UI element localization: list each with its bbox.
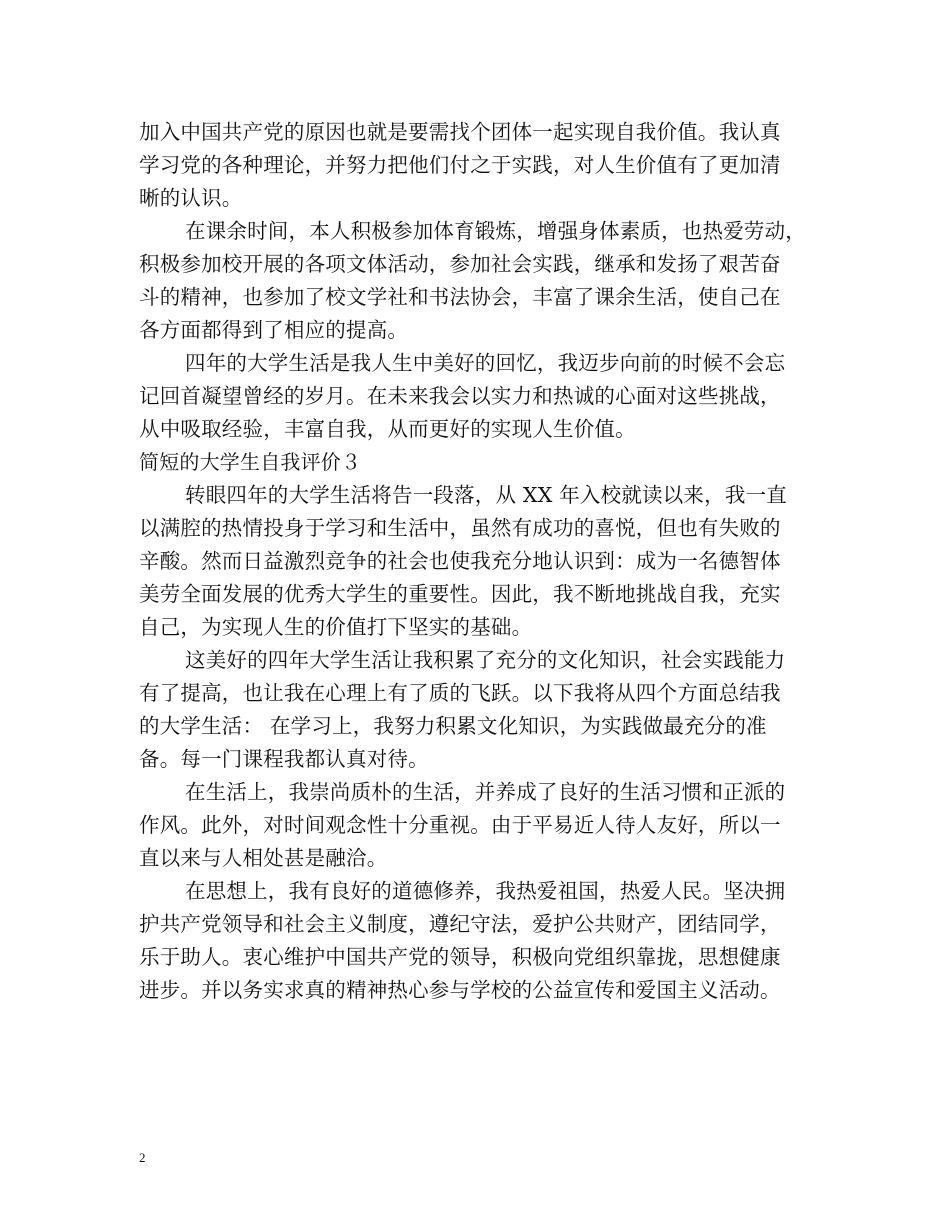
text-line: 斗的精神，也参加了校文学社和书法协会，丰富了课余生活，使自己在 <box>139 285 781 309</box>
text-line: 的大学生活： 在学习上，我努力积累文化知识，为实践做最充分的准 <box>139 714 767 738</box>
paragraph-first-line: 四年的大学生活是我人生中美好的回忆，我迈步向前的时候不会忘 <box>185 351 786 375</box>
text-line: 记回首凝望曾经的岁月。在未来我会以实力和热诚的心面对这些挑战， <box>139 384 781 408</box>
page-number: 2 <box>139 1150 146 1165</box>
paragraph-first-line: 转眼四年的大学生活将告一段落，从 XX 年入校就读以来，我一直 <box>185 483 787 507</box>
section-heading: 简短的大学生自我评价３ <box>139 450 362 474</box>
text-line: 加入中国共产党的原因也就是要需找个团体一起实现自我价值。我认真 <box>139 120 781 144</box>
text-line: 学习党的各种理论，并努力把他们付之于实践，对人生价值有了更加清 <box>139 153 781 177</box>
text-line: 辛酸。然而日益激烈竞争的社会也使我充分地认识到：成为一名德智体 <box>139 549 781 573</box>
text-line: 晰的认识。 <box>139 186 243 210</box>
text-line: 积极参加校开展的各项文体活动，参加社会实践，继承和发扬了艰苦奋 <box>139 252 781 276</box>
text-line: 作风。此外，对时间观念性十分重视。由于平易近人待人友好，所以一 <box>139 813 781 837</box>
paragraph-first-line: 这美好的四年大学生活让我积累了充分的文化知识，社会实践能力 <box>185 648 786 672</box>
text-line: 各方面都得到了相应的提高。 <box>139 318 409 342</box>
paragraph-first-line: 在思想上，我有良好的道德修养，我热爱祖国，热爱人民。坚决拥 <box>185 879 786 903</box>
text-line: 从中吸取经验，丰富自我，从而更好的实现人生价值。 <box>139 417 636 441</box>
paragraph-first-line: 在生活上，我崇尚质朴的生活，并养成了良好的生活习惯和正派的 <box>185 780 786 804</box>
text-line: 护共产党领导和社会主义制度，遵纪守法，爱护公共财产，团结同学， <box>139 912 781 936</box>
text-line: 以满腔的热情投身于学习和生活中，虽然有成功的喜悦，但也有失败的 <box>139 516 781 540</box>
text-line: 直以来与人相处甚是融洽。 <box>139 846 388 870</box>
text-line: 进步。并以务实求真的精神热心参与学校的公益宣传和爱国主义活动。 <box>139 978 781 1002</box>
document-body <box>139 116 829 1007</box>
text-line: 自己，为实现人生的价值打下坚实的基础。 <box>139 615 533 639</box>
paragraph-first-line: 在课余时间，本人积极参加体育锻炼，增强身体素质，也热爱劳动， <box>185 219 806 243</box>
text-line: 乐于助人。衷心维护中国共产党的领导，积极向党组织靠拢，思想健康 <box>139 945 781 969</box>
text-line: 备。每一门课程我都认真对待。 <box>139 747 429 771</box>
text-line: 有了提高，也让我在心理上有了质的飞跃。以下我将从四个方面总结我 <box>139 681 781 705</box>
text-line: 美劳全面发展的优秀大学生的重要性。因此，我不断地挑战自我，充实 <box>139 582 781 606</box>
